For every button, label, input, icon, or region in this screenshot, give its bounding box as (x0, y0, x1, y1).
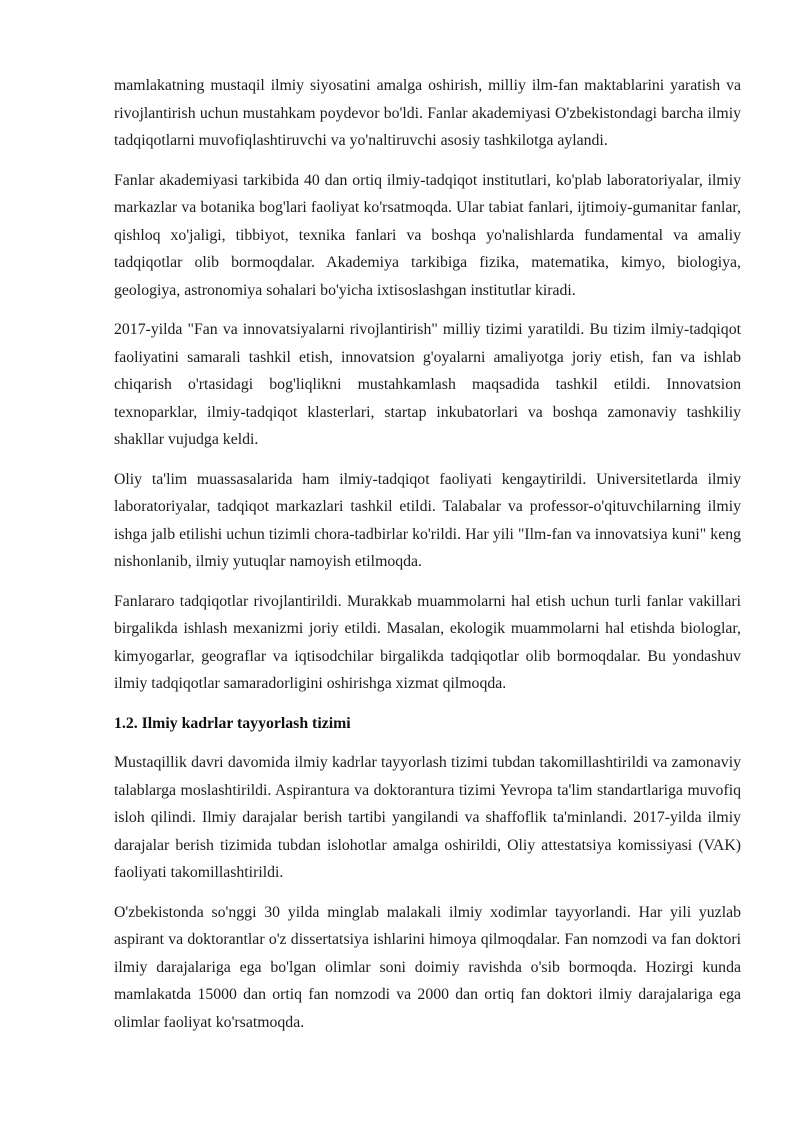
paragraph: Fanlar akademiyasi tarkibida 40 dan ortiq ilmiy-tadqiqot institutlari, ko'plab laboratoriyalar, ilmiy markazlar va botanika bog'lari faoliyat ko'rsatmoqda. Ular tabiat fanlari, ijtimoiy-gumanitar fanlar, qishloq xo'jaligi, tibbiyot, texnika fanlari va boshqa yo'nalishlarda fundamental va amaliy tadqiqotlar olib bormoqdalar. Akademiya tarkibiga fizika, matematika, kimyo, biologiya, geologiya, astronomiya sohalari bo'yicha ixtisoslashgan institutlar kiradi. (114, 171, 741, 299)
paragraph: mamlakatning mustaqil ilmiy siyosatini amalga oshirish, milliy ilm-fan maktablarini yaratish va rivojlantirish uchun mustahkam poydevor bo'ldi. Fanlar akademiyasi O'zbekistondagi barcha ilmiy tadqiqotlarni muvofiqlashtiruvchi va yo'naltiruvchi asosiy tashkilotga aylandi. (114, 77, 741, 149)
paragraph: Mustaqillik davri davomida ilmiy kadrlar tayyorlash tizimi tubdan takomillashtirildi va zamonaviy talablarga moslashtirildi. Aspirantura va doktorantura tizimi Yevropa ta'lim standartlariga muvofiq isloh qilindi. Ilmiy darajalar berish tartibi yangilandi va shaffoflik ta'minlandi. 2017-yilda ilmiy darajalar berish tizimida tubdan islohotlar amalga oshirildi, Oliy attestatsiya komissiyasi (VAK) faoliyati takomillashtirildi. (114, 754, 741, 881)
section-heading: 1.2. Ilmiy kadrlar tayyorlash tizimi (114, 714, 351, 732)
paragraph: Oliy ta'lim muassasalarida ham ilmiy-tadqiqot faoliyati kengaytirildi. Universitetlarda ilmiy laboratoriyalar, tadqiqot markazlari tashkil etildi. Talabalar va professor-o'qituvchilarning ilmiy ishga jalb etilishi uchun tizimli chora-tadbirlar ko'rildi. Har yili "Ilm-fan va innovatsiya kuni" keng nishonlanib, ilmiy yutuqlar namoyish etilmoqda. (114, 470, 741, 570)
paragraph: 2017-yilda "Fan va innovatsiyalarni rivojlantirish" milliy tizimi yaratildi. Bu tizim ilmiy-tadqiqot faoliyatini samarali tashkil etish, innovatsion g'oyalarni amaliyotga joriy etish, fan va ishlab chiqarish o'rtasidagi bog'liqlikni mustahkamlash maqsadida tashkil etildi. Innovatsion texnoparklar, ilmiy-tadqiqot klasterlari, startap inkubatorlari va boshqa zamonaviy tashkiliy shakllar vujudga keldi. (114, 321, 741, 448)
page-body (114, 72, 741, 1048)
paragraph: O'zbekistonda so'nggi 30 yilda minglab malakali ilmiy xodimlar tayyorlandi. Har yili yuzlab aspirant va doktorantlar o'z dissertatsiya ishlarini himoya qilmoqdalar. Fan nomzodi va fan doktori ilmiy darajalariga ega bo'lgan olimlar soni doimiy ravishda o'sib bormoqda. Hozirgi kunda mamlakatda 15000 dan ortiq fan nomzodi va 2000 dan ortiq fan doktori ilmiy darajalariga ega olimlar faoliyat ko'rsatmoqda. (114, 903, 741, 1031)
paragraph: Fanlararo tadqiqotlar rivojlantirildi. Murakkab muammolarni hal etish uchun turli fanlar vakillari birgalikda ishlash mexanizmi joriy etildi. Masalan, ekologik muammolarni hal etishda biologlar, kimyogarlar, geograflar va iqtisodchilar birgalikda tadqiqotlar olib bormoqdalar. Bu yondashuv ilmiy tadqiqotlar samaradorligini oshirishga xizmat qilmoqda. (114, 592, 741, 692)
